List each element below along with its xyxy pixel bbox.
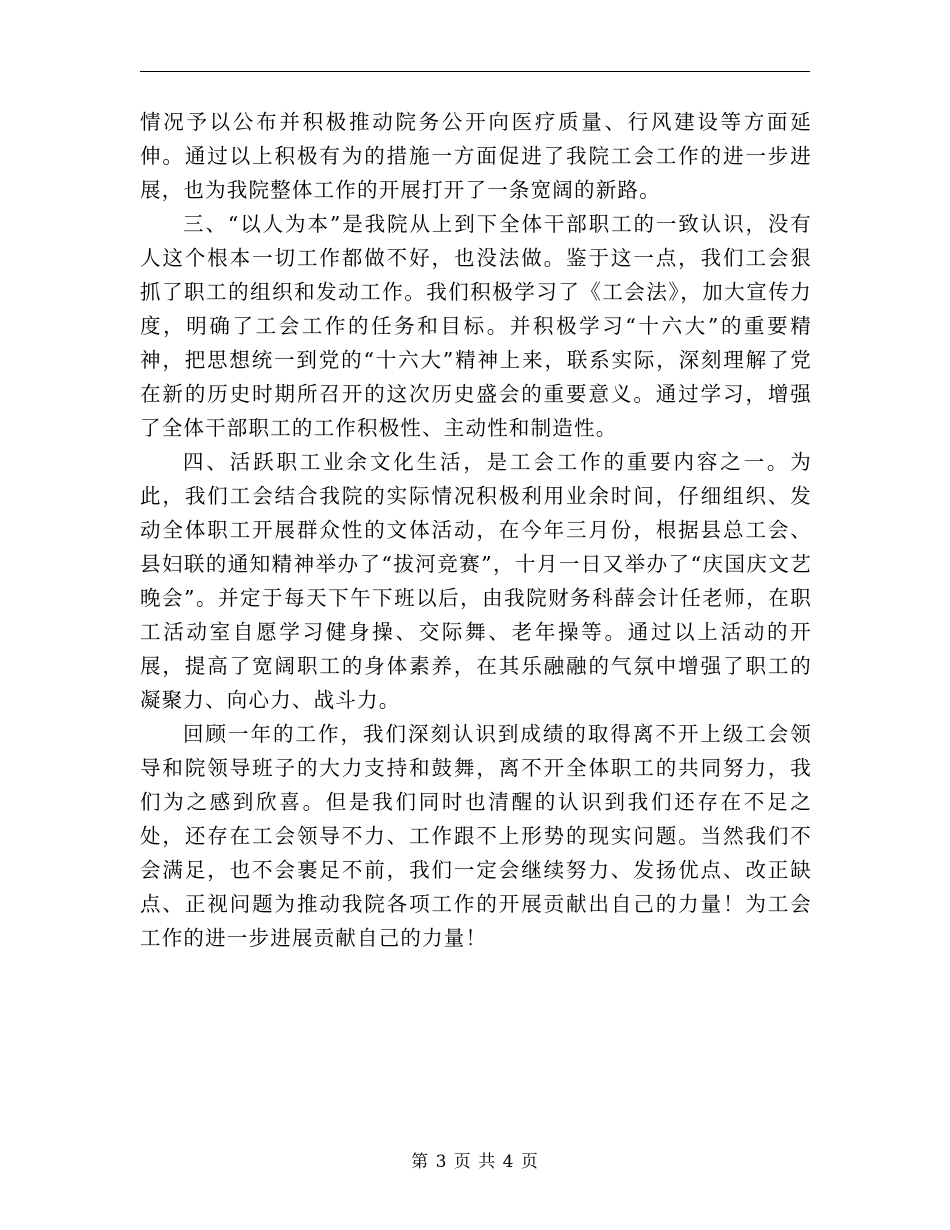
paragraph-section-three: 三、“以人为本”是我院从上到下全体干部职工的一致认识，没有人这个根本一切工作都做不好，也没法做。鉴于这一点，我们工会狠抓了职工的组织和发动工作。我们积极学习了《工会法》，加大宣传力度，明确了工会工作的任务和目标。并积极学习“十六大”的重要精神，把思想统一到党的“十六大”精神上来，联系实际，深刻理解了党在新的历史时期所召开的这次历史盛会的重要意义。通过学习，增强了全体干部职工的工作积极性、主动性和制造性。 <box>140 212 812 440</box>
paragraph-section-four: 四、活跃职工业余文化生活，是工会工作的重要内容之一。为此，我们工会结合我院的实际情况积极利用业余时间，仔细组织、发动全体职工开展群众性的文体活动，在今年三月份，根据县总工会、县妇联的通知精神举办了“拔河竞赛”，十月一日又举办了“庆国庆文艺晚会”。并定于每天下午下班以后，由我院财务科薛会计任老师，在职工活动室自愿学习健身操、交际舞、老年操等。通过以上活动的开展，提高了宽阔职工的身体素养，在其乐融融的气氛中增强了职工的凝聚力、向心力、战斗力。 <box>140 450 812 712</box>
header-rule <box>140 71 810 72</box>
paragraph-review: 回顾一年的工作，我们深刻认识到成绩的取得离不开上级工会领导和院领导班子的大力支持和鼓舞，离不开全体职工的共同努力，我们为之感到欣喜。但是我们同时也清醒的认识到我们还存在不足之处，还存在工会领导不力、工作跟不上形势的现实问题。当然我们不会满足，也不会裹足不前，我们一定会继续努力、发扬优点、改正缺点、正视问题为推动我院各项工作的开展贡献出自己的力量！为工会工作的进一步进展贡献自己的力量！ <box>140 722 812 950</box>
paragraph-continued: 情况予以公布并积极推动院务公开向医疗质量、行风建设等方面延伸。通过以上积极有为的措施一方面促进了我院工会工作的进一步进展，也为我院整体工作的开展打开了一条宽阔的新路。 <box>140 110 812 202</box>
document-body <box>140 105 812 955</box>
page-number: 第 3 页 共 4 页 <box>411 1152 539 1172</box>
